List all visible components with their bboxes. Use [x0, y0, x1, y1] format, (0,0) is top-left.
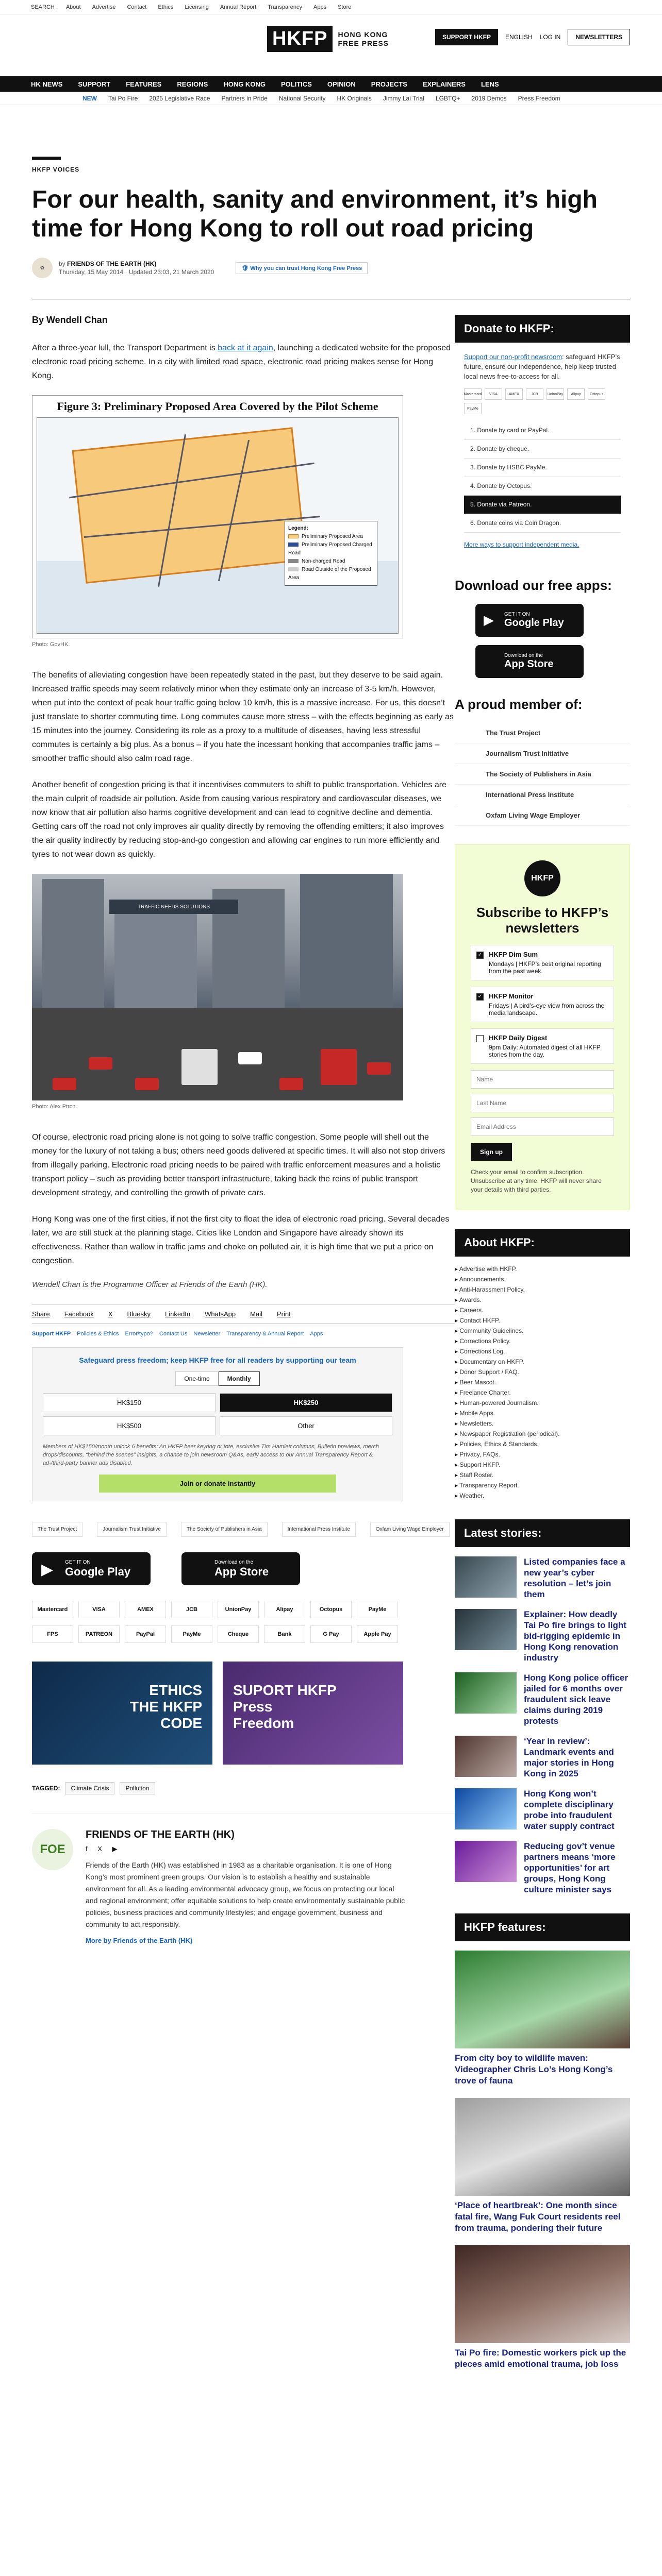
map-figure	[32, 395, 403, 638]
story-item[interactable]	[455, 1841, 630, 1895]
article-paragraph: Another benefit of congestion pricing is that it incentivises commuters to shift to public transportation. Vehicles are the main culprit of roadside air pollution. Aside from causing various respiratory and cardiovascular diseases, we now know that air pollution also harms cognitive development and can lead to cognitive decline and dementia. Getting cars off the road not only improves air quality directly by removing the offending emitters; it also improves the air quality indirectly by reducing stop-and-go congestion and allowing car engines to run more efficiently and tyres to not wear down as quickly.	[32, 781, 446, 859]
article-kicker[interactable]: HKFP VOICES	[32, 166, 80, 173]
advertise-link[interactable]: Advertise	[92, 4, 116, 10]
nav-item-features[interactable]: FEATURES	[126, 80, 162, 88]
story-thumbnail[interactable]	[455, 1788, 517, 1829]
author-bio	[32, 1813, 455, 1944]
subnav-item[interactable]: Press Freedom	[518, 94, 560, 102]
more-by-author-link[interactable]: More by Friends of the Earth (HK)	[86, 1937, 193, 1944]
annual-report-link[interactable]: Annual Report	[220, 4, 257, 10]
about-link[interactable]: ▸ Support HKFP.	[455, 1460, 630, 1470]
legend-title: Legend:	[288, 526, 308, 531]
option-name: HKFP Monitor	[489, 992, 534, 1000]
about-link[interactable]: ▸ Advertise with HKFP.	[455, 1264, 630, 1274]
share-bluesky-link[interactable]: Bluesky	[127, 1310, 151, 1318]
ethics-link[interactable]: Ethics	[158, 4, 174, 10]
story-thumbnail[interactable]	[455, 1841, 517, 1882]
nav-item-hong-kong[interactable]: HONG KONG	[223, 80, 266, 88]
about-link[interactable]: ▸ Beer Mascot.	[455, 1377, 630, 1387]
amount-option-other[interactable]: Other	[220, 1416, 392, 1435]
donate-method[interactable]: 2. Donate by cheque.	[464, 440, 621, 459]
legend-swatch	[288, 567, 299, 571]
payment-logo[interactable]: Mastercard	[32, 1601, 73, 1618]
feature-item[interactable]	[455, 2245, 630, 2370]
author-note: Wendell Chan is the Programme Officer at Friends of the Earth (HK).	[32, 1280, 268, 1289]
legend-item: Preliminary Proposed Charged Road	[288, 542, 372, 556]
donate-method[interactable]: 6. Donate coins via Coin Dragon.	[464, 514, 621, 533]
licensing-link[interactable]: Licensing	[185, 4, 209, 10]
figure-title: Figure 3: Preliminary Proposed Area Covered by the Pilot Scheme	[57, 400, 378, 413]
author-line: By Wendell Chan	[32, 315, 108, 325]
contact-link[interactable]: Contact	[127, 4, 147, 10]
language-selector[interactable]: ENGLISH	[505, 33, 533, 41]
payment-logo[interactable]: G Pay	[310, 1625, 352, 1643]
feature-thumbnail[interactable]	[455, 2245, 630, 2343]
about-link[interactable]: ▸ Contact HKFP.	[455, 1315, 630, 1326]
sub-nav	[0, 92, 662, 105]
photo-credit: Photo: Alex Ptrcn.	[32, 1104, 77, 1110]
about-link[interactable]: ▸ Anti-Harassment Policy.	[455, 1284, 630, 1295]
support-hkfp-banner[interactable]: SUPORT HKFP Press Freedom	[223, 1662, 403, 1765]
bio-text: Friends of the Earth (HK) was established in 1983 as a charitable organisation. It is one of Hong Kong’s most prominent green groups. Our vision is to establish a healthy and sustainable environment for all. As a leading environmental advocacy group, we focus on protecting our local and regional environment; offer equitable solutions to help create environmentally sustainable public policies, business practices and community lifestyles; and engage government, business and community to act responsibly.	[86, 1861, 405, 1928]
nav-item-lens[interactable]: LENS	[481, 80, 499, 88]
donate-body	[455, 343, 630, 559]
payment-logo[interactable]: Bank	[264, 1625, 305, 1643]
donate-widget	[455, 315, 630, 559]
payment-logo[interactable]: PayMe	[171, 1625, 212, 1643]
about-link[interactable]: ▸ Announcements.	[455, 1274, 630, 1284]
new-badge: NEW	[82, 94, 97, 102]
logo-line-1: HONG KONG	[338, 30, 388, 39]
nav-item-explainers[interactable]: EXPLAINERS	[422, 80, 466, 88]
paragraph-text: , launching a dedicated website for the proposed electronic road pricing scheme. In a city with limited road space, electronic road pricing makes sense for Hong Kong.	[32, 344, 451, 380]
join-donate-button[interactable]: Join or donate instantly	[99, 1475, 336, 1493]
story-title[interactable]: Hong Kong police officer jailed for 6 months over fraudulent sick leave claims during 2019 protests	[524, 1673, 628, 1726]
payment-logo: UnionPay	[547, 388, 564, 400]
badge-big-text: Google Play	[504, 617, 564, 629]
story-item[interactable]	[455, 1556, 630, 1600]
about-link[interactable]: ▸ Donor Support / FAQ.	[455, 1367, 630, 1377]
app-buttons	[32, 1552, 455, 1585]
byline-by: by	[59, 260, 65, 267]
about-link[interactable]: ▸ Transparency Report.	[455, 1480, 630, 1490]
about-link[interactable]: ▸ Staff Roster.	[455, 1470, 630, 1480]
promo-banners	[32, 1662, 455, 1765]
story-title[interactable]: Reducing gov’t venue partners means ‘more opportunities’ for art groups, Hong Kong culture minister says	[524, 1841, 616, 1894]
about-list	[455, 1264, 630, 1501]
nav-item-support[interactable]: SUPPORT	[78, 80, 111, 88]
about-link[interactable]: ▸ Documentary on HKFP.	[455, 1357, 630, 1367]
amount-option[interactable]: HK$150	[43, 1393, 216, 1412]
bus-shape	[321, 1049, 357, 1085]
newsletter-widget	[455, 844, 630, 1210]
social-icons[interactable]: f X ▶	[86, 1845, 122, 1853]
member-benefits-note: Members of HK$150/month unlock 6 benefits: An HKFP beer keyring or tote, exclusive Tim Hamlett columns, Bulletin previews, merch drops/discounts, “behind the scenes” insights, a chance to join newsroom Q&As, early access to our Annual Transparency Report & ad-/third-party banner ads disabled.	[43, 1444, 379, 1466]
share-bar	[32, 1304, 455, 1324]
trust-badge[interactable]	[236, 262, 368, 274]
author-bio-avatar[interactable]: FOE	[32, 1829, 73, 1870]
features-widget	[455, 1913, 630, 2370]
mini-payment-logos	[464, 388, 621, 414]
car-shape	[135, 1078, 159, 1090]
nav-item-politics[interactable]: POLITICS	[280, 80, 312, 88]
support-hkfp-button[interactable]: SUPPORT HKFP	[435, 29, 498, 45]
story-item[interactable]	[455, 1609, 630, 1663]
masthead	[0, 14, 662, 76]
share-facebook-link[interactable]: Facebook	[64, 1310, 94, 1318]
story-title[interactable]: Hong Kong won’t complete disciplinary probe into fraudulent water supply contract	[524, 1789, 615, 1831]
share-linkedin-link[interactable]: LinkedIn	[165, 1310, 191, 1318]
trust-project-logo[interactable]: The Trust Project	[32, 1522, 82, 1537]
payment-logo: PayMe	[464, 403, 482, 414]
legend-swatch	[288, 559, 299, 563]
site-logo[interactable]	[267, 26, 389, 52]
newsletter-fineprint: Check your email to confirm subscription. Unsubscribe at any time. HKFP will never share your details with third parties.	[471, 1168, 602, 1193]
story-thumbnail[interactable]	[455, 1556, 517, 1598]
legend-item: Preliminary Proposed Area	[302, 534, 363, 539]
badge-big-text: Google Play	[65, 1565, 131, 1578]
payment-methods	[32, 1601, 455, 1643]
story-item[interactable]	[455, 1736, 630, 1779]
subnav-item[interactable]: National Security	[278, 94, 326, 102]
donate-text: : safeguard HKFP’s future, ensure our independence, help keep trusted local news free-to-access for all.	[464, 353, 620, 380]
about-link[interactable]: ▸ Human-powered Journalism.	[455, 1398, 630, 1408]
logo-text	[338, 30, 389, 48]
first-name-field[interactable]	[471, 1070, 614, 1089]
signup-button[interactable]: Sign up	[471, 1143, 512, 1161]
subnav-item[interactable]: 2019 Demos	[471, 94, 507, 102]
article-paragraph	[32, 341, 455, 383]
article-tags	[32, 1782, 455, 1794]
feature-item[interactable]	[455, 2098, 630, 2234]
payment-logo[interactable]: Apple Pay	[357, 1625, 398, 1643]
sopa-logo[interactable]: The Society of Publishers in Asia	[181, 1522, 268, 1537]
proud-member-widget	[455, 697, 630, 826]
amount-option[interactable]: HK$500	[43, 1416, 216, 1435]
tags-label: TAGGED:	[32, 1785, 60, 1792]
donate-method[interactable]: 4. Donate by Octopus.	[464, 477, 621, 496]
car-shape	[279, 1078, 303, 1090]
legend-swatch	[288, 543, 299, 547]
checkbox[interactable]: ✓	[476, 952, 484, 959]
bus-shape	[181, 1049, 218, 1085]
about-link[interactable]: ▸ Freelance Charter.	[455, 1387, 630, 1398]
story-thumbnail[interactable]	[455, 1736, 517, 1777]
apps-heading: Download our free apps:	[455, 578, 612, 593]
donate-method[interactable]: 1. Donate by card or PayPal.	[464, 421, 621, 440]
subnav-item[interactable]: Jimmy Lai Trial	[383, 94, 424, 102]
sidebar-app-store-button[interactable]	[475, 645, 584, 678]
option-desc: 9pm Daily: Automated digest of all HKFP stories from the day.	[489, 1044, 601, 1058]
legend-swatch	[288, 534, 299, 538]
support-hkfp-link[interactable]: Support HKFP	[32, 1331, 71, 1337]
building-shape	[300, 874, 393, 1008]
jti-logo[interactable]: Journalism Trust Initiative	[97, 1522, 167, 1537]
feature-item[interactable]	[455, 1951, 630, 2087]
story-title[interactable]: Explainer: How deadly Tai Po fire brings to light bid-rigging epidemic in Hong Kong renovation industry	[524, 1609, 626, 1663]
photo-banner: TRAFFIC NEEDS SOLUTIONS	[109, 900, 238, 914]
newsletter-option[interactable]	[471, 945, 614, 980]
payment-logo[interactable]: VISA	[78, 1601, 120, 1618]
last-name-field[interactable]	[471, 1094, 614, 1112]
author-avatar[interactable]: ✿	[32, 258, 53, 278]
payment-logo[interactable]: AMEX	[125, 1601, 166, 1618]
frequency-tabs	[43, 1371, 392, 1386]
utility-bar	[0, 0, 662, 14]
about-link[interactable]: ▸ Corrections Policy.	[455, 1336, 630, 1346]
store-link[interactable]: Store	[338, 4, 352, 10]
footer-link[interactable]: Error/typo?	[125, 1331, 153, 1337]
email-field[interactable]	[471, 1117, 614, 1136]
traffic-photo	[32, 874, 403, 1100]
article-headline: For our health, sanity and environment, it’s high time for Hong Kong to roll out road pricing	[32, 186, 598, 242]
proud-list	[455, 723, 630, 826]
story-item[interactable]	[455, 1788, 630, 1832]
footer-link[interactable]: Transparency & Annual Report	[226, 1331, 304, 1337]
ethics-code-banner[interactable]: ETHICS THE HKFP CODE	[32, 1662, 212, 1765]
about-widget	[455, 1229, 630, 1501]
subnav-item[interactable]: LGBTQ+	[435, 94, 460, 102]
about-link[interactable]: ▸ Weather.	[455, 1490, 630, 1501]
article-paragraph: Hong Kong was one of the first cities, if not the first city to float the idea of electronic road pricing. Several decades later, we are still stuck at the planning stage. Cities like London and Singapore have already shown its effectiveness. Rather than wallow in traffic jams and choke on polluted air, it is high time that we put a price on congestion.	[32, 1215, 450, 1265]
about-link[interactable]: ▸ Corrections Log.	[455, 1346, 630, 1357]
inline-link[interactable]: back at it again	[218, 344, 273, 352]
apps-widget	[455, 578, 630, 678]
more-ways-link[interactable]: More ways to support independent media.	[464, 541, 580, 548]
badge-small-text: GET IT ON	[65, 1559, 91, 1565]
badge-small-text: GET IT ON	[504, 612, 530, 617]
feature-thumbnail[interactable]	[455, 2098, 630, 2196]
building-shape	[42, 879, 104, 1008]
tab-monthly[interactable]: Monthly	[219, 1371, 260, 1386]
byline	[32, 258, 630, 278]
logo-mark: HKFP	[267, 26, 333, 52]
photo-credit: Photo: GovHK.	[32, 641, 70, 648]
payment-logo: AMEX	[505, 388, 523, 400]
payment-logo[interactable]: PayMe	[357, 1601, 398, 1618]
about-link[interactable]: ▸ Careers.	[455, 1305, 630, 1315]
about-link[interactable]: About	[65, 4, 81, 10]
share-mail-link[interactable]: Mail	[250, 1310, 262, 1318]
features-heading: HKFP features:	[455, 1913, 630, 1941]
share-whatsapp-link[interactable]: WhatsApp	[205, 1310, 236, 1318]
bio-name[interactable]: FRIENDS OF THE EARTH (HK)	[86, 1829, 235, 1840]
payment-logo[interactable]: PATREON	[78, 1625, 120, 1643]
sidebar-google-play-button[interactable]	[475, 604, 584, 637]
donate-heading: Donate to HKFP:	[455, 315, 630, 343]
share-x-link[interactable]: X	[108, 1310, 113, 1318]
newsletter-option[interactable]	[471, 987, 614, 1022]
article-body	[32, 315, 455, 1944]
donate-method[interactable]: 3. Donate by HSBC PayMe.	[464, 459, 621, 477]
oxfam-logo[interactable]: Oxfam Living Wage Employer	[370, 1522, 450, 1537]
logo-line-2: FREE PRESS	[338, 39, 389, 47]
payment-logo[interactable]: Cheque	[218, 1625, 259, 1643]
option-name: HKFP Daily Digest	[489, 1034, 548, 1042]
content-layout	[0, 299, 662, 2576]
footer-link[interactable]: Newsletter	[193, 1331, 221, 1337]
tag-link[interactable]: Pollution	[120, 1782, 155, 1794]
payment-logo[interactable]: Octopus	[310, 1601, 352, 1618]
newsletter-logo: HKFP	[524, 860, 560, 896]
checkbox[interactable]	[476, 1035, 484, 1042]
option-desc: Fridays | A bird’s-eye view from across the media landscape.	[489, 1002, 605, 1016]
play-store-icon: ▶	[41, 1561, 54, 1578]
member-logo[interactable]: Journalism Trust Initiative	[455, 743, 630, 764]
newsletters-button[interactable]: NEWSLETTERS	[568, 29, 630, 45]
tab-one-time[interactable]: One-time	[175, 1371, 218, 1386]
subnav-item[interactable]: Partners in Pride	[221, 94, 268, 102]
amount-grid	[43, 1393, 392, 1435]
feature-title[interactable]: ‘Place of heartbreak’: One month since fatal fire, Wang Fuk Court residents reel from trauma, pondering their future	[455, 2200, 621, 2233]
checkbox[interactable]: ✓	[476, 993, 484, 1001]
payment-logo[interactable]: JCB	[171, 1601, 212, 1618]
badge-small-text: Download on the	[214, 1559, 254, 1565]
main-nav	[0, 76, 662, 92]
payment-logo: VISA	[485, 388, 502, 400]
subnav-item[interactable]: HK Originals	[337, 94, 372, 102]
latest-heading: Latest stories:	[455, 1519, 630, 1547]
pilot-area-map	[37, 417, 399, 634]
donate-link[interactable]: Support our non-profit newsroom	[464, 353, 562, 361]
sidebar	[455, 315, 630, 2388]
nav-item-projects[interactable]: PROJECTS	[371, 80, 407, 88]
badge-big-text: App Store	[214, 1565, 269, 1578]
newsletter-option[interactable]	[471, 1028, 614, 1064]
support-title[interactable]: Safeguard press freedom; keep HKFP free for all readers by supporting our team	[79, 1356, 356, 1364]
payment-logo: Octopus	[588, 388, 605, 400]
payment-logo: JCB	[526, 388, 543, 400]
trust-label: Why you can trust Hong Kong Free Press	[250, 265, 362, 272]
article-paragraph: Of course, electronic road pricing alone is not going to solve traffic congestion. Some people will shell out the money for the luxury of not taking a bus; others need goods delivered at specific times. It will also not stop drivers from illegally parking. Electronic road pricing needs to be paired with traffic enforcement measures and a holistic transport policy – such as providing better transport infrastructure, taking back the reins of public transport development strategy, and controlling the growth of private cars.	[32, 1133, 445, 1197]
donate-method-selected[interactable]: 5. Donate via Patreon.	[464, 496, 621, 514]
feature-thumbnail[interactable]	[455, 1951, 630, 2048]
car-shape	[89, 1057, 112, 1070]
nav-item-hk-news[interactable]: HK NEWS	[31, 80, 63, 88]
shield-icon: 🛡	[241, 265, 249, 272]
payment-logo[interactable]: UnionPay	[218, 1601, 259, 1618]
about-link[interactable]: ▸ Mobile Apps.	[455, 1408, 630, 1418]
tag-link[interactable]: Climate Crisis	[65, 1782, 114, 1794]
print-link[interactable]: Print	[276, 1310, 291, 1318]
feature-title[interactable]: From city boy to wildlife maven: Videographer Chris Lo’s Hong Kong’s trove of fauna	[455, 2053, 613, 2086]
member-logo[interactable]: International Press Institute	[455, 785, 630, 805]
about-link[interactable]: ▸ Policies, Ethics & Standards.	[455, 1439, 630, 1449]
byline-author[interactable]: FRIENDS OF THE EARTH (HK)	[67, 260, 157, 267]
support-box	[32, 1347, 403, 1501]
article-header	[0, 105, 662, 299]
car-shape	[238, 1052, 262, 1064]
ipi-logo[interactable]: International Press Institute	[282, 1522, 356, 1537]
payment-logo[interactable]: FPS	[32, 1625, 73, 1643]
story-title[interactable]: ‘Year in review’: Landmark events and major stories in Hong Kong in 2025	[524, 1736, 614, 1778]
login-link[interactable]: LOG IN	[539, 33, 561, 41]
subnav-item[interactable]: Tai Po Fire	[108, 94, 138, 102]
option-desc: Mondays | HKFP’s best original reporting from the past week.	[489, 960, 601, 975]
about-link[interactable]: ▸ Awards.	[455, 1295, 630, 1305]
search-link[interactable]: SEARCH	[31, 4, 55, 10]
nav-item-regions[interactable]: REGIONS	[177, 80, 208, 88]
member-logo[interactable]: The Trust Project	[455, 723, 630, 743]
app-store-button[interactable]	[181, 1552, 300, 1585]
map-legend	[285, 521, 377, 586]
footer-link[interactable]: Apps	[310, 1331, 323, 1337]
member-logo[interactable]: The Society of Publishers in Asia	[455, 764, 630, 785]
proposed-area-shape	[72, 427, 307, 584]
legend-item: Non-charged Road	[302, 558, 345, 564]
car-shape	[367, 1062, 391, 1075]
article-footer-links	[32, 1331, 455, 1337]
feature-title[interactable]: Tai Po fire: Domestic workers pick up the pieces amid emotional trauma, job loss	[455, 2348, 626, 2369]
badge-small-text: Download on the	[504, 653, 543, 658]
member-logo[interactable]: Oxfam Living Wage Employer	[455, 805, 630, 826]
payment-logo[interactable]: Alipay	[264, 1601, 305, 1618]
subnav-item[interactable]: 2025 Legislative Race	[149, 94, 210, 102]
article-dates: Thursday, 15 May 2014 · Updated 23:03, 21 March 2020	[59, 268, 214, 276]
apps-link[interactable]: Apps	[313, 4, 327, 10]
legend-item: Road Outside of the Proposed Area	[288, 567, 371, 581]
play-store-icon: ▶	[484, 612, 494, 628]
footer-link[interactable]: Policies & Ethics	[77, 1331, 119, 1337]
kicker-rule	[32, 157, 61, 160]
latest-stories-widget	[455, 1519, 630, 1895]
byline-text	[59, 260, 214, 276]
story-thumbnail[interactable]	[455, 1672, 517, 1714]
member-logos	[32, 1522, 455, 1537]
article-paragraph: The benefits of alleviating congestion have been repeatedly stated in the past, but they deserve to be said again. Increased traffic speeds may seem relatively minor when they estimate only an increase of 3-5 km/h. However, when put into the context of peak hour traffic going below 10 km/h, this is a massive increase. For us, this doesn’t just translate to shorter commuting time. Long commutes cause more stress – with the effects beginning as early as 15 minutes into the journey. Considering its role as a proxy to a multitude of diseases, having less stressful commutes is certainly a big plus. As a bonus – if you hate the incessant honking that accompanies traffic jams – smoother traffic should also calm road rage.	[32, 671, 454, 763]
payment-logo: Alipay	[567, 388, 585, 400]
proud-heading: A proud member of:	[455, 697, 583, 712]
building-shape	[114, 910, 197, 1008]
option-name: HKFP Dim Sum	[489, 951, 538, 958]
amount-option-selected[interactable]: HK$250	[220, 1393, 392, 1412]
transparency-link[interactable]: Transparency	[268, 4, 302, 10]
story-item[interactable]	[455, 1672, 630, 1726]
about-link[interactable]: ▸ Newspaper Registration (periodical).	[455, 1429, 630, 1439]
about-link[interactable]: ▸ Newsletters.	[455, 1418, 630, 1429]
paragraph-text: After a three-year lull, the Transport Department is	[32, 344, 218, 352]
story-title[interactable]: Listed companies face a new year’s cyber resolution – let’s join them	[524, 1557, 625, 1599]
share-label: Share	[32, 1310, 50, 1318]
payment-logo: Mastercard	[464, 388, 482, 400]
about-link[interactable]: ▸ Community Guidelines.	[455, 1326, 630, 1336]
about-link[interactable]: ▸ Privacy, FAQs.	[455, 1449, 630, 1460]
nav-item-opinion[interactable]: OPINION	[327, 80, 356, 88]
footer-link[interactable]: Contact Us	[159, 1331, 188, 1337]
payment-logo[interactable]: PayPal	[125, 1625, 166, 1643]
google-play-button[interactable]	[32, 1552, 151, 1585]
car-shape	[53, 1078, 76, 1090]
about-heading: About HKFP:	[455, 1229, 630, 1257]
badge-big-text: App Store	[504, 658, 554, 670]
newsletter-title: Subscribe to HKFP’s newsletters	[476, 905, 609, 936]
masthead-actions	[435, 29, 630, 45]
story-thumbnail[interactable]	[455, 1609, 517, 1650]
